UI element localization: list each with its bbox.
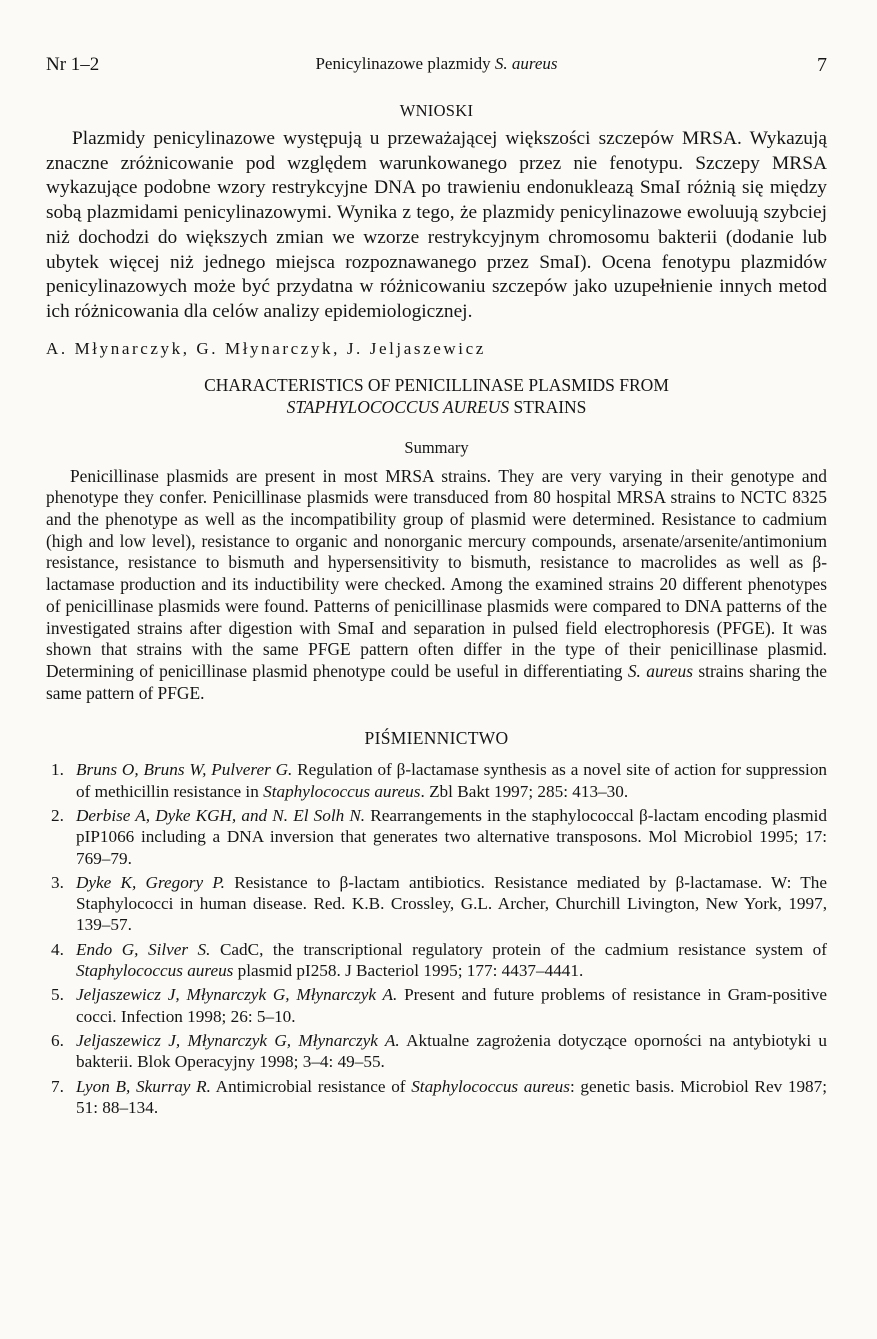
- reference-authors: Endo G, Silver S.: [76, 939, 211, 959]
- reference-authors: Jeljaszewicz J, Młynarczyk G, Młynarczyk A.: [76, 985, 398, 1005]
- reference-authors: Bruns O, Bruns W, Pulverer G.: [76, 760, 293, 780]
- conclusions-heading: WNIOSKI: [399, 101, 474, 120]
- page-number: 7: [817, 54, 827, 76]
- reference-number: 2.: [51, 805, 64, 825]
- authors-line: A. Młynarczyk, G. Młynarczyk, J. Jeljaszewicz: [46, 338, 486, 358]
- issue-number: Nr 1–2: [46, 54, 100, 75]
- reference-number: 1.: [51, 760, 64, 780]
- reference-authors: Derbise A, Dyke KGH, and N. El Solh N.: [76, 805, 366, 825]
- reference-authors: Dyke K, Gregory P.: [76, 872, 225, 892]
- english-title-line2: STAPHYLOCOCCUS AUREUS STRAINS: [286, 396, 587, 417]
- reference-item: 2. Derbise A, Dyke KGH, and N. El Solh N. Rearrangements in the staphylococcal β-lactam encoding plasmid pIP1066 including a DNA inversion that generates two alternative transposons. Mol Microbiol 1995; 17: 769–79.: [51, 805, 827, 868]
- journal-page: [46, 46, 827, 1121]
- reference-item: 5. Jeljaszewicz J, Młynarczyk G, Młynarczyk A. Present and future problems of resistance in Gram-positive cocci. Infection 1998; 26: 5–10.: [51, 985, 827, 1026]
- reference-item: 1. Bruns O, Bruns W, Pulverer G. Regulation of β-lactamase synthesis as a novel site of action for suppression of methicillin resistance in Staphylococcus aureus. Zbl Bakt 1997; 285: 413–30.: [51, 760, 828, 801]
- reference-authors: Lyon B, Skurray R.: [76, 1076, 211, 1096]
- reference-item: 3. Dyke K, Gregory P. Resistance to β-lactam antibiotics. Resistance mediated by β-lactamase. W: The Staphylococci in human disease. Red. K.B. Crossley, G.L. Archer, Churchill Livington, New York, 1997, 139–57.: [51, 872, 828, 935]
- reference-number: 6.: [51, 1030, 64, 1050]
- reference-item: 4. Endo G, Silver S. CadC, the transcriptional regulatory protein of the cadmium resistance system of Staphylococcus aureus plasmid pI258. J Bacteriol 1995; 177: 4437–4441.: [51, 939, 827, 981]
- english-title-line1: CHARACTERISTICS OF PENICILLINASE PLASMIDS FROM: [204, 374, 669, 395]
- reference-item: 7. Lyon B, Skurray R. Antimicrobial resistance of Staphylococcus aureus: genetic basis. Microbiol Rev 1987; 51: 88–134.: [51, 1076, 828, 1117]
- references-list: [46, 759, 827, 1118]
- running-header: [46, 46, 827, 76]
- conclusions-paragraph: Plazmidy penicylinazowe występują u przeważającej większości szczepów MRSA. Wykazują znaczne zróżnicowanie pod względem warunkowanego przez nie fenotypu. Szczepy MRSA wykazujące podobne wzory restrykcyjne DNA po trawieniu endonukleazą SmaI różnią się między sobą plazmidami penicylinazowymi. Wynika z tego, że plazmidy penicylinazowe ewoluują szybciej niż dochodzi do większych zmian we wzorze restrykcyjnym chromosomu bakterii (dodanie lub ubytek więcej niż jednego miejsca rozpoznawanego przez SmaI). Ocena fenotypu plazmidów penicylinazowych może być przydatna w różnicowaniu szczepów jako uzupełnienie innych metod ich różnicowania dla celów analizy epidemiologicznej.: [46, 128, 827, 322]
- reference-authors: Jeljaszewicz J, Młynarczyk G, Młynarczyk A.: [76, 1030, 400, 1050]
- reference-number: 7.: [51, 1076, 64, 1096]
- reference-number: 3.: [51, 872, 64, 892]
- reference-number: 5.: [51, 985, 64, 1005]
- summary-heading: Summary: [404, 437, 469, 457]
- running-title: Penicylinazowe plazmidy S. aureus: [315, 54, 558, 73]
- english-title: [46, 374, 827, 418]
- references-heading: PIŚMIENNICTWO: [364, 728, 509, 749]
- reference-number: 4.: [51, 939, 64, 959]
- reference-item: 6. Jeljaszewicz J, Młynarczyk G, Młynarczyk A. Aktualne zagrożenia dotyczące oporności na antybiotyki u bakterii. Blok Operacyjny 1998; 3–4: 49–55.: [51, 1030, 827, 1072]
- summary-paragraph: Penicillinase plasmids are present in most MRSA strains. They are very varying in their genotype and phenotype they confer. Penicillinase plasmids were transduced from 80 hospital MRSA strains to NCTC 8325 and the phenotype as well as the incompatibility group of plasmid were determined. Resistance to cadmium (high and low level), resistance to organic and nonorganic mercury compounds, arsenate/arsenite/antimonium resistance, resistance to bismuth and hypersensitivity to bismuth, resistance to macrolides as well as β-lactamase production and its inductibility were checked. Among the examined strains 20 different phenotypes of penicillinase plasmids were found. Patterns of penicillinase plasmids were compared to DNA patterns of the investigated strains after digestion with SmaI and separation in pulsed field electrophoresis (PFGE). It was shown that strains with the same PFGE pattern often differ in the type of their penicillinase plasmid. Determining of penicillinase plasmid phenotype could be useful in differentiating S. aureus strains sharing the same pattern of PFGE.: [46, 465, 827, 703]
